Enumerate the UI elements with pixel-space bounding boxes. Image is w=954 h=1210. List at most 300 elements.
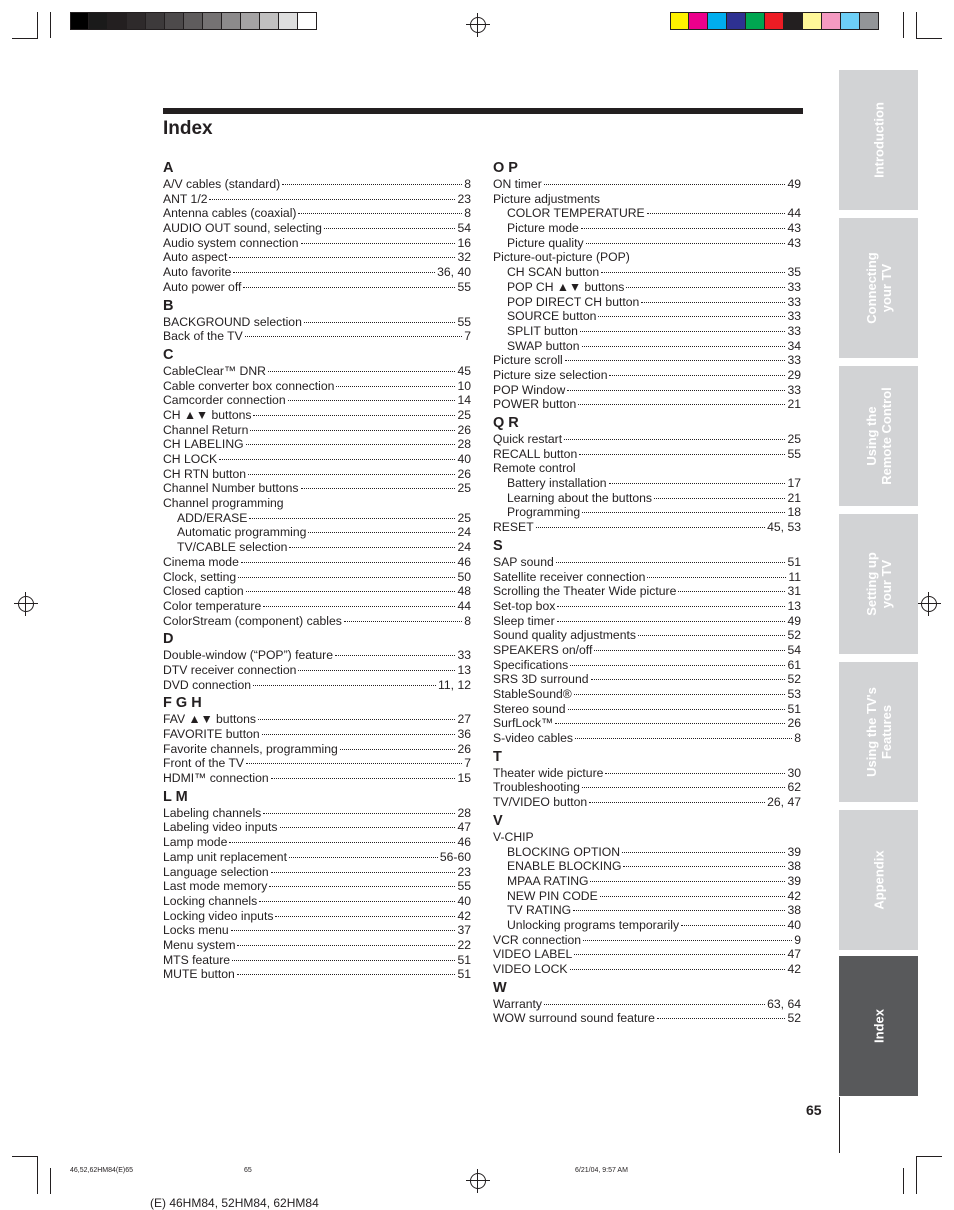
entry-pages: 31 [787, 584, 801, 599]
entry-term: MUTE button [163, 967, 235, 982]
index-entry [163, 221, 471, 236]
entry-term: RECALL button [493, 446, 578, 461]
dot-leader [304, 322, 456, 323]
entry-pages: 46 [457, 554, 471, 569]
dot-leader [555, 723, 785, 724]
entry-term: Labeling channels [163, 805, 262, 820]
dot-leader [253, 415, 455, 416]
entry-term: Menu system [163, 937, 236, 952]
entry-pages: 55 [787, 446, 801, 461]
index-entry [163, 599, 471, 614]
index-section [163, 630, 471, 692]
dot-leader [259, 901, 455, 902]
index-entry [493, 687, 801, 702]
entry-term: FAVORITE button [163, 727, 260, 741]
index-entry [493, 461, 801, 476]
section-letter: V [493, 812, 503, 829]
entry-term: ColorStream (component) cables [163, 613, 342, 628]
color-swatch [784, 12, 803, 30]
entry-term: StableSound® [493, 687, 572, 701]
crop-mark [916, 12, 917, 38]
section-letter: B [163, 297, 174, 314]
dot-leader [574, 694, 786, 695]
entry-term: RESET [493, 520, 534, 535]
dot-leader [289, 547, 455, 548]
index-entry [163, 678, 471, 693]
page-number-rule [839, 1097, 840, 1153]
crop-mark [12, 38, 38, 39]
entry-pages: 28 [457, 805, 471, 820]
index-entry [493, 903, 801, 918]
index-entry [163, 265, 471, 280]
dot-leader [582, 346, 786, 347]
entry-pages: 13 [787, 598, 801, 613]
entry-pages: 33 [787, 294, 801, 309]
gray-swatch [127, 12, 146, 30]
entry-term: SAP sound [493, 554, 554, 569]
entry-term: Theater wide picture [493, 765, 604, 780]
index-entry [163, 953, 471, 968]
dot-leader [250, 430, 455, 431]
entry-pages: 22 [457, 937, 471, 952]
index-entry [493, 997, 801, 1012]
footer-timestamp: 6/21/04, 9:57 AM [575, 1167, 628, 1174]
entry-term: Cable converter box connection [163, 378, 335, 393]
index-entry [493, 192, 801, 207]
dot-leader [544, 1004, 765, 1005]
dot-leader [568, 709, 786, 710]
color-swatch [860, 12, 879, 30]
entry-pages: 10 [457, 378, 471, 393]
index-entry [163, 192, 471, 207]
entry-term: CH LOCK [163, 452, 218, 466]
entry-term: Double-window (“POP”) feature [163, 648, 334, 663]
entry-term: Picture scroll [493, 353, 563, 368]
tab-appendix[interactable] [839, 810, 918, 950]
entry-pages: 55 [457, 279, 471, 294]
crop-mark [50, 12, 51, 38]
index-entry [163, 663, 471, 678]
color-swatch [803, 12, 822, 30]
index-entry [163, 177, 471, 192]
entry-term: CH LABELING [163, 437, 244, 452]
registration-mark-icon [470, 17, 486, 33]
index-entry [163, 393, 471, 408]
entry-pages: 42 [457, 908, 471, 923]
gray-swatch [70, 12, 89, 30]
dot-leader [209, 199, 455, 200]
index-section [493, 414, 801, 535]
entry-pages: 62 [787, 780, 801, 795]
entry-term: TV/CABLE selection [177, 540, 288, 555]
registration-mark-icon [921, 596, 937, 612]
index-entry [163, 540, 471, 555]
index-entry [493, 672, 801, 687]
gray-swatch [165, 12, 184, 30]
index-entry [493, 353, 801, 368]
entry-pages: 11 [788, 569, 801, 584]
dot-leader [229, 257, 455, 258]
page-number: 65 [806, 1102, 822, 1118]
dot-leader [298, 670, 455, 671]
entry-term: POP Window [493, 382, 566, 397]
index-entry [163, 423, 471, 438]
index-entry [493, 658, 801, 673]
entry-term: ANT 1/2 [163, 191, 208, 206]
index-column-right [493, 157, 801, 1026]
dot-leader [232, 960, 455, 961]
dot-leader [219, 459, 455, 460]
entry-term: Picture mode [507, 221, 579, 236]
dot-leader [268, 371, 455, 372]
index-entry [163, 496, 471, 511]
index-entry [163, 379, 471, 394]
dot-leader [647, 577, 786, 578]
entry-term: CableClear™ DNR [163, 363, 266, 378]
dot-leader [301, 488, 456, 489]
index-section [493, 748, 801, 810]
index-entry [493, 555, 801, 570]
index-entry [163, 648, 471, 663]
dot-leader [573, 910, 785, 911]
entry-pages: 30 [787, 765, 801, 780]
entry-pages: 17 [787, 476, 801, 491]
dot-leader [580, 331, 786, 332]
dot-leader [344, 621, 462, 622]
dot-leader [582, 787, 785, 788]
index-entry [493, 236, 801, 251]
color-swatch [689, 12, 708, 30]
index-entry [163, 280, 471, 295]
dot-leader [654, 498, 785, 499]
entry-term: AUDIO OUT sound, selecting [163, 221, 322, 236]
entry-pages: 40 [457, 452, 471, 466]
index-entry [493, 265, 801, 280]
index-entry [493, 874, 801, 889]
index-entry [163, 511, 471, 526]
gray-swatch [146, 12, 165, 30]
entry-term: DTV receiver connection [163, 662, 297, 677]
dot-leader [590, 881, 785, 882]
index-entry [163, 437, 471, 452]
entry-term: WOW surround sound feature [493, 1011, 655, 1026]
entry-term: SRS 3D surround [493, 672, 589, 687]
entry-pages: 52 [787, 672, 801, 687]
entry-term: SWAP button [507, 338, 580, 353]
entry-term: Back of the TV [163, 329, 243, 344]
entry-pages: 11, 12 [438, 677, 471, 692]
entry-pages: 25 [457, 481, 471, 496]
entry-pages: 7 [464, 756, 471, 771]
tab-label: Index [871, 1009, 886, 1043]
index-section [163, 694, 471, 785]
dot-leader [579, 454, 785, 455]
title-rule [163, 108, 803, 114]
index-entry [163, 967, 471, 982]
entry-term: Sleep timer [493, 613, 555, 628]
index-entry [493, 947, 801, 962]
entry-pages: 8 [464, 613, 471, 628]
dot-leader [263, 606, 455, 607]
index-entry [163, 408, 471, 423]
tab-label: Setting up your TV [863, 552, 894, 616]
index-entry [493, 628, 801, 643]
section-letter: L M [163, 788, 188, 805]
index-entry [493, 432, 801, 447]
index-entry [493, 383, 801, 398]
entry-pages: 8 [464, 177, 471, 191]
grayscale-calibration-bar [70, 12, 317, 30]
index-entry [493, 731, 801, 746]
entry-pages: 51 [787, 554, 801, 569]
color-swatch [746, 12, 765, 30]
registration-mark-icon [18, 596, 34, 612]
entry-pages: 26, 47 [767, 795, 801, 810]
entry-term: Picture-out-picture (POP) [493, 250, 630, 265]
entry-term: Set-top box [493, 598, 556, 613]
entry-term: Channel Return [163, 422, 249, 437]
color-swatch [765, 12, 784, 30]
dot-leader [233, 272, 435, 273]
tab-label: Introduction [871, 102, 886, 178]
dot-leader [336, 386, 455, 387]
entry-term: Lamp unit replacement [163, 849, 287, 864]
entry-pages: 21 [787, 490, 801, 505]
index-entry [493, 1011, 801, 1026]
crop-mark [916, 38, 942, 39]
index-entry [493, 368, 801, 383]
entry-pages: 33 [787, 323, 801, 338]
dot-leader [609, 375, 785, 376]
index-entry [163, 756, 471, 771]
dot-leader [288, 400, 456, 401]
entry-term: COLOR TEMPERATURE [507, 206, 645, 221]
entry-pages: 42 [787, 962, 801, 976]
entry-pages: 33 [787, 382, 801, 397]
entry-term: Picture size selection [493, 367, 608, 382]
index-entry [163, 329, 471, 344]
index-entry [163, 250, 471, 265]
gray-swatch [203, 12, 222, 30]
entry-term: Troubleshooting [493, 780, 580, 795]
dot-leader [581, 228, 786, 229]
model-line: (E) 46HM84, 52HM84, 62HM84 [150, 1196, 319, 1210]
entry-pages: 52 [787, 628, 801, 643]
dot-leader [586, 243, 786, 244]
entry-pages: 38 [787, 859, 801, 874]
index-column-left [163, 157, 471, 982]
crop-mark [12, 1156, 38, 1157]
entry-term: Channel programming [163, 496, 284, 511]
index-entry [163, 742, 471, 757]
entry-pages: 25 [457, 407, 471, 422]
dot-leader [557, 606, 785, 607]
tab-setting-up-your-tv[interactable] [839, 514, 918, 654]
gray-swatch [241, 12, 260, 30]
page-title: Index [163, 118, 213, 139]
entry-term: Warranty [493, 996, 542, 1011]
dot-leader [578, 404, 785, 405]
color-calibration-bar [670, 12, 879, 30]
entry-term: HDMI™ connection [163, 771, 269, 786]
index-section [163, 159, 471, 295]
color-swatch [841, 12, 860, 30]
entry-pages: 43 [787, 235, 801, 250]
dot-leader [638, 635, 785, 636]
index-entry [493, 584, 801, 599]
index-entry [163, 879, 471, 894]
index-entry [163, 364, 471, 379]
index-entry [493, 614, 801, 629]
entry-term: Channel Number buttons [163, 481, 299, 496]
entry-term: ON timer [493, 177, 542, 191]
entry-pages: 63, 64 [767, 996, 801, 1011]
tab-index[interactable] [839, 956, 918, 1096]
index-entry [163, 525, 471, 540]
entry-term: Learning about the buttons [507, 490, 653, 505]
entry-term: Auto aspect [163, 250, 228, 265]
entry-term: Specifications [493, 657, 569, 672]
gray-swatch [184, 12, 203, 30]
entry-term: VIDEO LABEL [493, 947, 573, 962]
dot-leader [301, 243, 456, 244]
dot-leader [248, 474, 455, 475]
entry-pages: 27 [457, 712, 471, 727]
entry-term: Color temperature [163, 598, 262, 613]
dot-leader [246, 444, 456, 445]
section-letter: W [493, 979, 507, 996]
dot-leader [243, 287, 455, 288]
entry-term: NEW PIN CODE [507, 888, 598, 903]
dot-leader [678, 591, 785, 592]
entry-pages: 26 [457, 741, 471, 756]
entry-pages: 13 [457, 662, 471, 677]
index-entry [163, 570, 471, 585]
entry-term: DVD connection [163, 677, 252, 692]
entry-pages: 23 [457, 864, 471, 879]
dot-leader [647, 213, 786, 214]
dot-leader [282, 184, 462, 185]
entry-pages: 47 [457, 820, 471, 835]
dot-leader [245, 336, 463, 337]
entry-pages: 38 [787, 903, 801, 918]
tab-introduction[interactable] [839, 70, 918, 210]
index-entry [493, 859, 801, 874]
dot-leader [298, 213, 462, 214]
index-entry [493, 845, 801, 860]
entry-term: VIDEO LOCK [493, 962, 568, 976]
index-entry [493, 766, 801, 781]
entry-pages: 44 [787, 206, 801, 221]
dot-leader [275, 916, 455, 917]
entry-pages: 44 [457, 598, 471, 613]
tab-using-the-tv-s-features[interactable] [839, 662, 918, 802]
entry-term: CH RTN button [163, 466, 247, 481]
entry-term: Stereo sound [493, 701, 566, 716]
index-entry [493, 889, 801, 904]
dot-leader [605, 773, 785, 774]
dot-leader [609, 483, 786, 484]
entry-term: Cinema mode [163, 554, 239, 569]
entry-pages: 50 [457, 569, 471, 584]
dot-leader [626, 287, 785, 288]
dot-leader [582, 512, 785, 513]
tab-label: Connecting your TV [863, 252, 894, 324]
entry-pages: 34 [787, 338, 801, 353]
index-entry [163, 894, 471, 909]
dot-leader [231, 930, 456, 931]
dot-leader [271, 778, 456, 779]
section-letter: S [493, 537, 503, 554]
entry-term: FAV ▲▼ buttons [163, 712, 256, 727]
entry-term: Battery installation [507, 476, 607, 491]
entry-pages: 24 [457, 540, 471, 555]
entry-pages: 25 [457, 510, 471, 525]
entry-pages: 33 [787, 279, 801, 294]
index-entry [493, 570, 801, 585]
index-entry [163, 771, 471, 786]
index-entry [493, 918, 801, 933]
tab-connecting-your-tv[interactable] [839, 218, 918, 358]
section-letter: O P [493, 160, 518, 176]
dot-leader [536, 527, 765, 528]
dot-leader [564, 439, 785, 440]
gray-swatch [89, 12, 108, 30]
dot-leader [657, 1018, 786, 1019]
dot-leader [601, 272, 785, 273]
footer-file-name: 46,52,62HM84(E)65 [70, 1167, 134, 1174]
gray-swatch [108, 12, 127, 30]
crop-mark [916, 1156, 917, 1194]
entry-term: Clock, setting [163, 569, 237, 584]
dot-leader [308, 532, 455, 533]
dot-leader [623, 866, 785, 867]
index-entry [163, 865, 471, 880]
registration-mark-icon [470, 1173, 486, 1189]
index-entry [493, 491, 801, 506]
index-entry [493, 206, 801, 221]
entry-term: Language selection [163, 864, 269, 879]
entry-pages: 29 [787, 367, 801, 382]
entry-term: POP CH ▲▼ buttons [507, 279, 625, 294]
index-entry [163, 467, 471, 482]
color-swatch [822, 12, 841, 30]
tab-using-the-remote-control[interactable] [839, 366, 918, 506]
index-entry [163, 727, 471, 742]
index-entry [493, 177, 801, 192]
entry-pages: 23 [457, 191, 471, 206]
dot-leader [263, 813, 455, 814]
entry-term: SPLIT button [507, 323, 578, 338]
entry-term: Auto power off [163, 279, 242, 294]
entry-pages: 14 [457, 393, 471, 408]
entry-term: Locking channels [163, 893, 258, 908]
entry-term: Programming [507, 505, 581, 520]
dot-leader [229, 842, 455, 843]
dot-leader [567, 390, 785, 391]
entry-pages: 39 [787, 844, 801, 859]
entry-term: TV RATING [507, 903, 572, 918]
entry-term: SOURCE button [507, 309, 597, 324]
index-entry [493, 476, 801, 491]
dot-leader [340, 749, 456, 750]
dot-leader [262, 734, 456, 735]
entry-term: Locking video inputs [163, 908, 274, 923]
entry-pages: 28 [457, 437, 471, 452]
index-section [163, 297, 471, 344]
entry-term: Picture adjustments [493, 191, 601, 206]
crop-mark [50, 1168, 51, 1194]
